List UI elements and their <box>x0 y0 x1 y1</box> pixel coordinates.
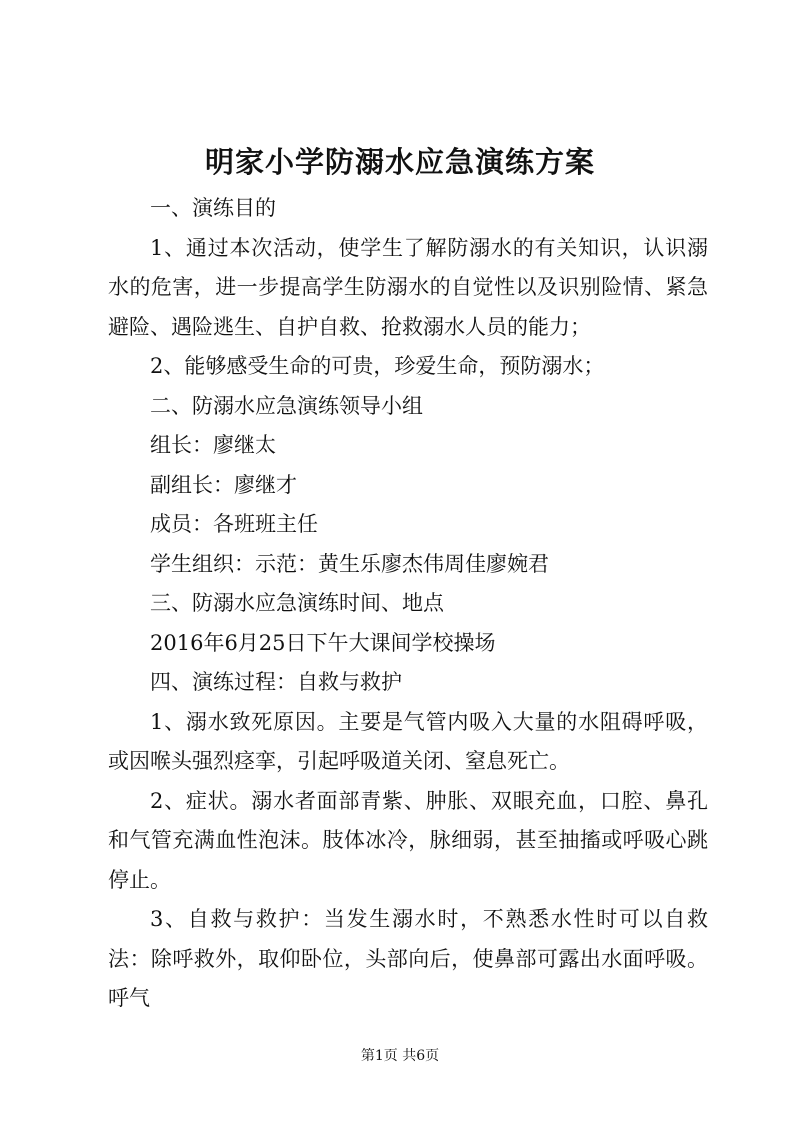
page-footer: 第1页 共6页 <box>360 1048 440 1064</box>
section-heading-leadership: 二、防溺水应急演练领导小组 <box>150 393 423 418</box>
section-heading-time-place: 三、防溺水应急演练时间、地点 <box>150 591 444 615</box>
paragraph: 2、能够感受生命的可贵，珍爱生命，预防溺水； <box>150 354 605 378</box>
paragraph: 副组长：廖继才 <box>150 472 297 497</box>
paragraph: 组长：廖继太 <box>150 433 276 457</box>
paragraph: 1、通过本次活动，使学生了解防溺水的有关知识，认识溺水的危害，进一步提高学生防溺水的自觉性以及识别险情、紧急避险、遇险逃生、自护自救、抢救溺水人员的能力； <box>108 235 708 339</box>
document-body <box>108 189 708 1019</box>
paragraph: 3、自救与救护：当发生溺水时，不熟悉水性时可以自救法：除呼救外，取仰卧位，头部向后，使鼻部可露出水面呼吸。呼气 <box>108 907 708 1010</box>
section-heading-process: 四、演练过程：自救与救护 <box>150 670 402 694</box>
paragraph: 成员：各班班主任 <box>150 512 318 536</box>
paragraph: 2、症状。溺水者面部青紫、肿胀、双眼充血，口腔、鼻孔和气管充满血性泡沫。肢体冰冷，脉细弱，甚至抽搐或呼吸心跳停止。 <box>108 788 708 892</box>
paragraph: 1、溺水致死原因。主要是气管内吸入大量的水阻碍呼吸，或因喉头强烈痉挛，引起呼吸道关闭、窒息死亡。 <box>108 709 708 773</box>
section-heading-purpose: 一、演练目的 <box>150 196 276 220</box>
document-title: 明家小学防溺水应急演练方案 <box>204 145 595 179</box>
paragraph: 学生组织：示范：黄生乐廖杰伟周佳廖婉君 <box>150 551 549 576</box>
paragraph: 2016年6月25日下午大课间学校操场 <box>150 630 496 655</box>
